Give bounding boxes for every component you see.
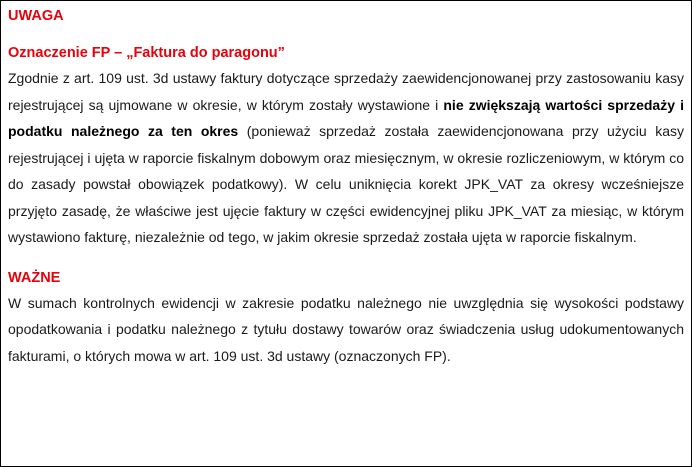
uwaga-heading: UWAGA — [8, 8, 64, 24]
fp-bold-text: nie zwiększają wartości sprzedaży i podatku należnego za ten okres — [8, 96, 684, 139]
document-content — [8, 1, 684, 369]
wazne-heading: WAŻNE — [8, 269, 61, 286]
wazne-paragraph: W sumach kontrolnych ewidencji w zakresie podatku należnego nie uwzględnia się wysokości podstawy opodatkowania i podatku należnego z tytułu dostawy towarów oraz świadczenia usług udokumentowanych fakturami, o których mowa w art. 109 ust. 3d ustawy (oznaczonych FP). — [8, 294, 684, 364]
fp-section-paragraph — [8, 65, 684, 251]
fp-text-before-bold: Zgodnie z art. 109 ust. 3d ustawy faktury dotyczące sprzedaży zaewidencjonowanej przy zastosowaniu kasy rejestrującej są ujmowane w okresie, w którym zostały wystawione i — [8, 70, 684, 113]
fp-text-after-bold: (ponieważ sprzedaż została zaewidencjonowana przy użyciu kasy rejestrującej i ujęta w raporcie fiskalnym dobowym oraz miesięcznym, w okresie rozliczeniowym, w którym co do zasady powstał obowiązek podatkowy). W celu uniknięcia korekt JPK_VAT za okresy wcześniejsze przyjęto zasadę, że właściwe jest ujęcie faktury w części ewidencyjnej pliku JPK_VAT za miesiąc, w którym wystawiono fakturę, niezależnie od tego, w jakim okresie sprzedaż została ujęta w raporcie fiskalnym. — [8, 123, 684, 245]
fp-section-heading: Oznaczenie FP – „Faktura do paragonu” — [8, 45, 285, 61]
